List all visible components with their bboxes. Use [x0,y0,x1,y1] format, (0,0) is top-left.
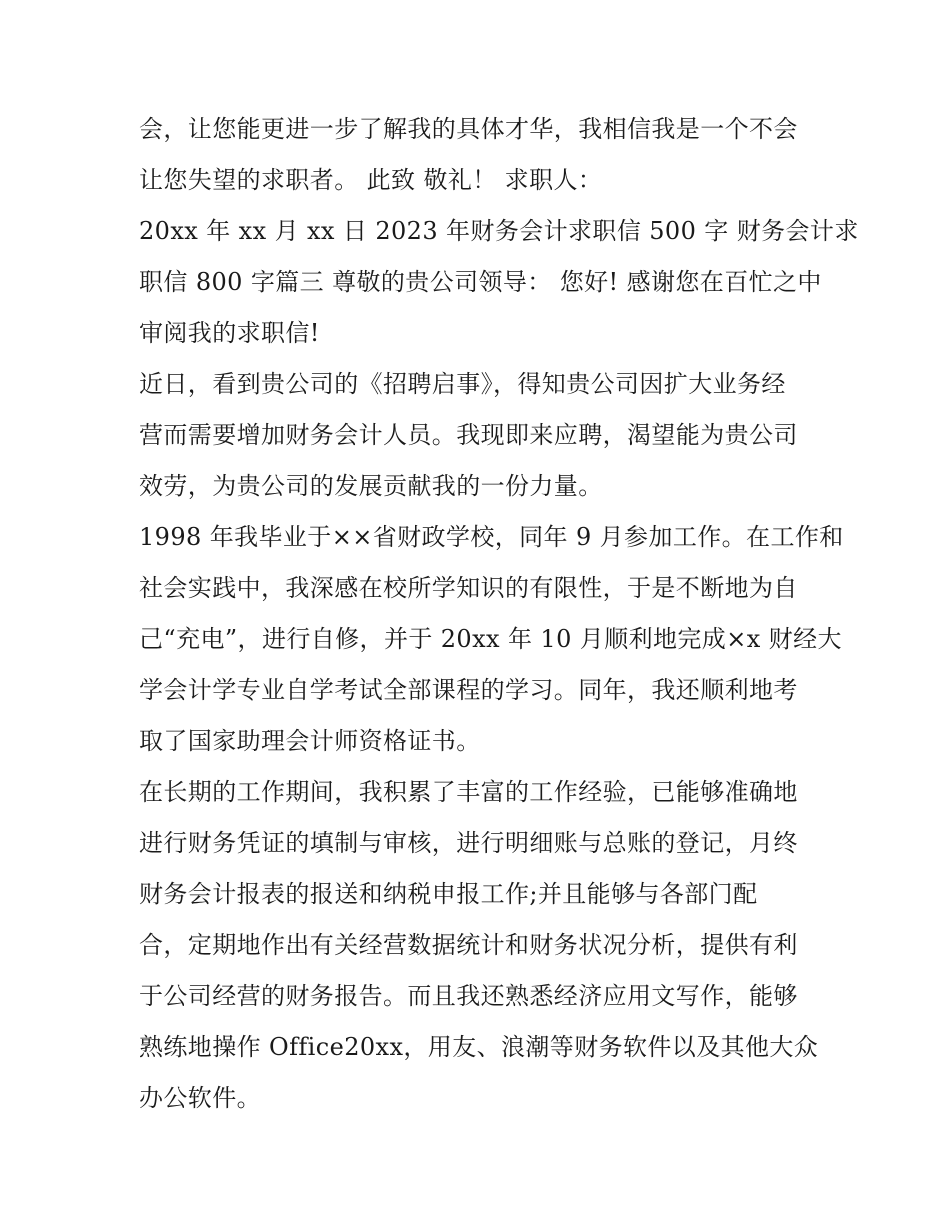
text-line: 熟练地操作 Office20xx，用友、浪潮等财务软件以及其他大众 [139,1033,819,1061]
text-line: 近日，看到贵公司的《招聘启事》，得知贵公司因扩大业务经 [139,370,786,398]
text-line: 20xx 年 xx 月 xx 日 2023 年财务会计求职信 500 字 财务会计求 [139,217,859,245]
text-line: 在长期的工作期间，我积累了丰富的工作经验，已能够准确地 [139,778,798,806]
text-line: 取了国家助理会计师资格证书。 [139,727,481,755]
text-line: 于公司经营的财务报告。而且我还熟悉经济应用文写作，能够 [139,982,798,1010]
text-line: 营而需要增加财务会计人员。我现即来应聘，渴望能为贵公司 [139,421,798,449]
text-line: 让您失望的求职者。 此致 敬礼！ 求职人： [139,166,603,194]
text-line: 合，定期地作出有关经营数据统计和财务状况分析，提供有利 [139,931,798,959]
text-line: 会，让您能更进一步了解我的具体才华，我相信我是一个不会 [139,115,798,143]
text-line: 学会计学专业自学考试全部课程的学习。同年，我还顺利地考 [139,676,798,704]
text-line: 财务会计报表的报送和纳税申报工作;并且能够与各部门配 [139,880,758,908]
document-body [139,104,859,1124]
text-line: 办公软件。 [139,1084,261,1112]
text-line: 己“充电”，进行自修，并于 20xx 年 10 月顺利地完成×x 财经大 [139,625,842,653]
text-line: 效劳，为贵公司的发展贡献我的一份力量。 [139,472,603,500]
text-line: 社会实践中，我深感在校所学知识的有限性，于是不断地为自 [139,574,798,602]
text-line: 职信 800 字篇三 尊敬的贵公司领导： 您好! 感谢您在百忙之中 [139,268,822,296]
text-line: 审阅我的求职信! [139,319,320,347]
text-line: 进行财务凭证的填制与审核，进行明细账与总账的登记，月终 [139,829,798,857]
text-line: 1998 年我毕业于××省财政学校，同年 9 月参加工作。在工作和 [139,523,844,551]
